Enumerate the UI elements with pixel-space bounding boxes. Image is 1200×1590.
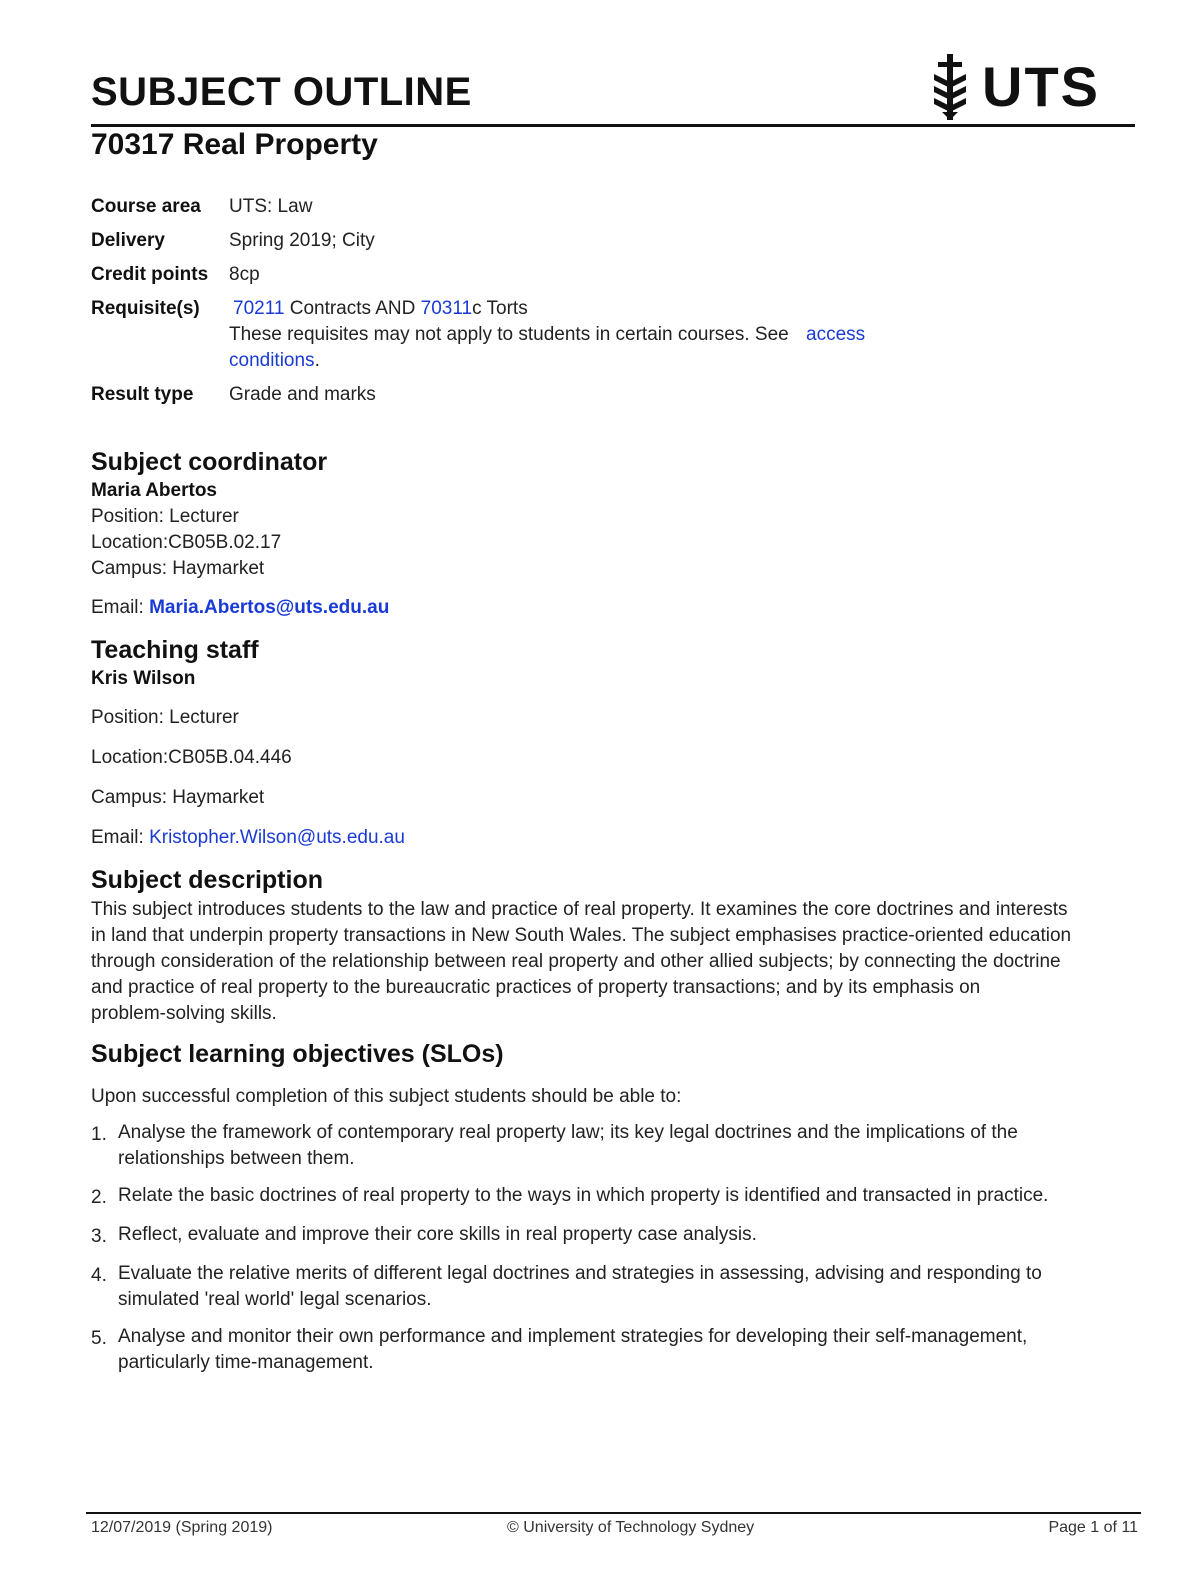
uts-logo — [928, 52, 1098, 124]
footer-copyright: © University of Technology Sydney — [507, 1519, 755, 1536]
slo-text — [118, 1261, 1121, 1313]
slo-text — [118, 1324, 1121, 1376]
requisite-text-torts: c Torts — [472, 298, 528, 319]
slo-item — [91, 1120, 1121, 1172]
slo-item — [91, 1324, 1121, 1376]
coordinator-heading: Subject coordinator — [91, 448, 328, 476]
slo-item — [91, 1222, 1121, 1250]
staff-email-label: Email: — [91, 827, 144, 848]
staff-campus: Campus: Haymarket — [91, 787, 265, 808]
slo-line: Analyse the framework of contemporary real property law; its key legal doctrines and the implications of the — [118, 1122, 1018, 1143]
description-line: in land that underpin property transactions in New South Wales. The subject emphasises practice-oriented education — [91, 925, 1072, 946]
footer-date: 12/07/2019 (Spring 2019) — [91, 1519, 273, 1536]
info-row-requisites — [91, 296, 929, 374]
slo-item — [91, 1183, 1121, 1211]
result-type-value: Grade and marks — [229, 384, 376, 405]
footer-page-number: Page 1 of 11 — [1048, 1519, 1138, 1536]
staff-name: Kris Wilson — [91, 668, 196, 689]
slo-line: Reflect, evaluate and improve their core skills in real property case analysis. — [118, 1224, 757, 1245]
coordinator-email-link[interactable]: Maria.Abertos@uts.edu.au — [149, 597, 390, 618]
subject-title: 70317 Real Property — [91, 128, 378, 161]
logo-wordmark: UTS — [982, 55, 1100, 118]
slo-text — [118, 1183, 1121, 1211]
slo-line: relationships between them. — [118, 1148, 355, 1169]
description-body — [91, 897, 1121, 1027]
description-heading: Subject description — [91, 866, 323, 894]
coordinator-email-row — [91, 595, 389, 621]
delivery-value: Spring 2019; City — [229, 230, 375, 251]
description-line: and practice of real property to the bureaucratic practices of property transactions; and by its emphasis on — [91, 977, 981, 998]
subject-info-table — [91, 194, 929, 416]
slo-number: 2. — [91, 1187, 107, 1208]
staff-email-row — [91, 825, 405, 851]
staff-email-link[interactable]: Kristopher.Wilson@uts.edu.au — [149, 827, 405, 848]
slo-number: 3. — [91, 1226, 107, 1247]
access-conditions-link[interactable]: access — [806, 324, 866, 345]
slo-text — [118, 1120, 1121, 1172]
description-line: This subject introduces students to the law and practice of real property. It examines the core doctrines and interests — [91, 899, 1068, 920]
slo-line: simulated 'real world' legal scenarios. — [118, 1289, 432, 1310]
uts-crest-icon — [928, 52, 972, 124]
slo-number: 1. — [91, 1124, 107, 1145]
coordinator-name: Maria Abertos — [91, 480, 217, 501]
slo-line: Evaluate the relative merits of different legal doctrines and strategies in assessing, advising and responding to — [118, 1263, 1042, 1284]
staff-location: Location:CB05B.04.446 — [91, 747, 292, 768]
requisite-note-end: . — [314, 350, 320, 371]
slo-number: 5. — [91, 1328, 107, 1349]
footer-divider — [86, 1512, 1141, 1514]
requisite-text-contracts: Contracts AND — [289, 298, 416, 319]
coordinator-location: Location:CB05B.02.17 — [91, 532, 282, 553]
slo-heading: Subject learning objectives (SLOs) — [91, 1040, 504, 1068]
access-conditions-link-cont[interactable]: conditions — [229, 350, 315, 371]
teaching-staff-heading: Teaching staff — [91, 636, 259, 664]
requisite-link-70211[interactable]: 70211 — [233, 298, 285, 319]
staff-position: Position: Lecturer — [91, 707, 239, 728]
coordinator-campus: Campus: Haymarket — [91, 558, 265, 579]
coordinator-position: Position: Lecturer — [91, 506, 239, 527]
info-row-delivery — [91, 228, 929, 254]
slo-line: particularly time-management. — [118, 1352, 374, 1373]
requisites-value — [229, 296, 929, 374]
slo-list — [91, 1120, 1121, 1387]
slo-text — [118, 1222, 1121, 1250]
course-area-label: Course area — [91, 196, 201, 217]
requisite-link-70311[interactable]: 70311 — [420, 298, 473, 319]
coordinator-email-label: Email: — [91, 597, 144, 618]
slo-line: Relate the basic doctrines of real property to the ways in which property is identified and transacted in practice. — [118, 1185, 1049, 1206]
requisites-label: Requisite(s) — [91, 298, 200, 319]
document-title: SUBJECT OUTLINE — [91, 70, 472, 114]
slo-intro: Upon successful completion of this subject students should be able to: — [91, 1086, 682, 1107]
credit-points-value: 8cp — [229, 264, 260, 285]
result-type-label: Result type — [91, 384, 194, 405]
course-area-value: UTS: Law — [229, 196, 313, 217]
credit-points-label: Credit points — [91, 264, 209, 285]
description-line: problem-solving skills. — [91, 1003, 277, 1024]
delivery-label: Delivery — [91, 230, 165, 251]
slo-item — [91, 1261, 1121, 1313]
info-row-credit-points — [91, 262, 929, 288]
description-line: through consideration of the relationship between real property and other allied subjects; by connecting the doctrine — [91, 951, 1061, 972]
header-divider — [91, 124, 1135, 127]
info-row-course-area — [91, 194, 929, 220]
slo-number: 4. — [91, 1265, 107, 1286]
slo-line: Analyse and monitor their own performance and implement strategies for developing their self-management, — [118, 1326, 1028, 1347]
requisite-note: These requisites may not apply to students in certain courses. See — [229, 324, 789, 345]
info-row-result-type — [91, 382, 929, 408]
